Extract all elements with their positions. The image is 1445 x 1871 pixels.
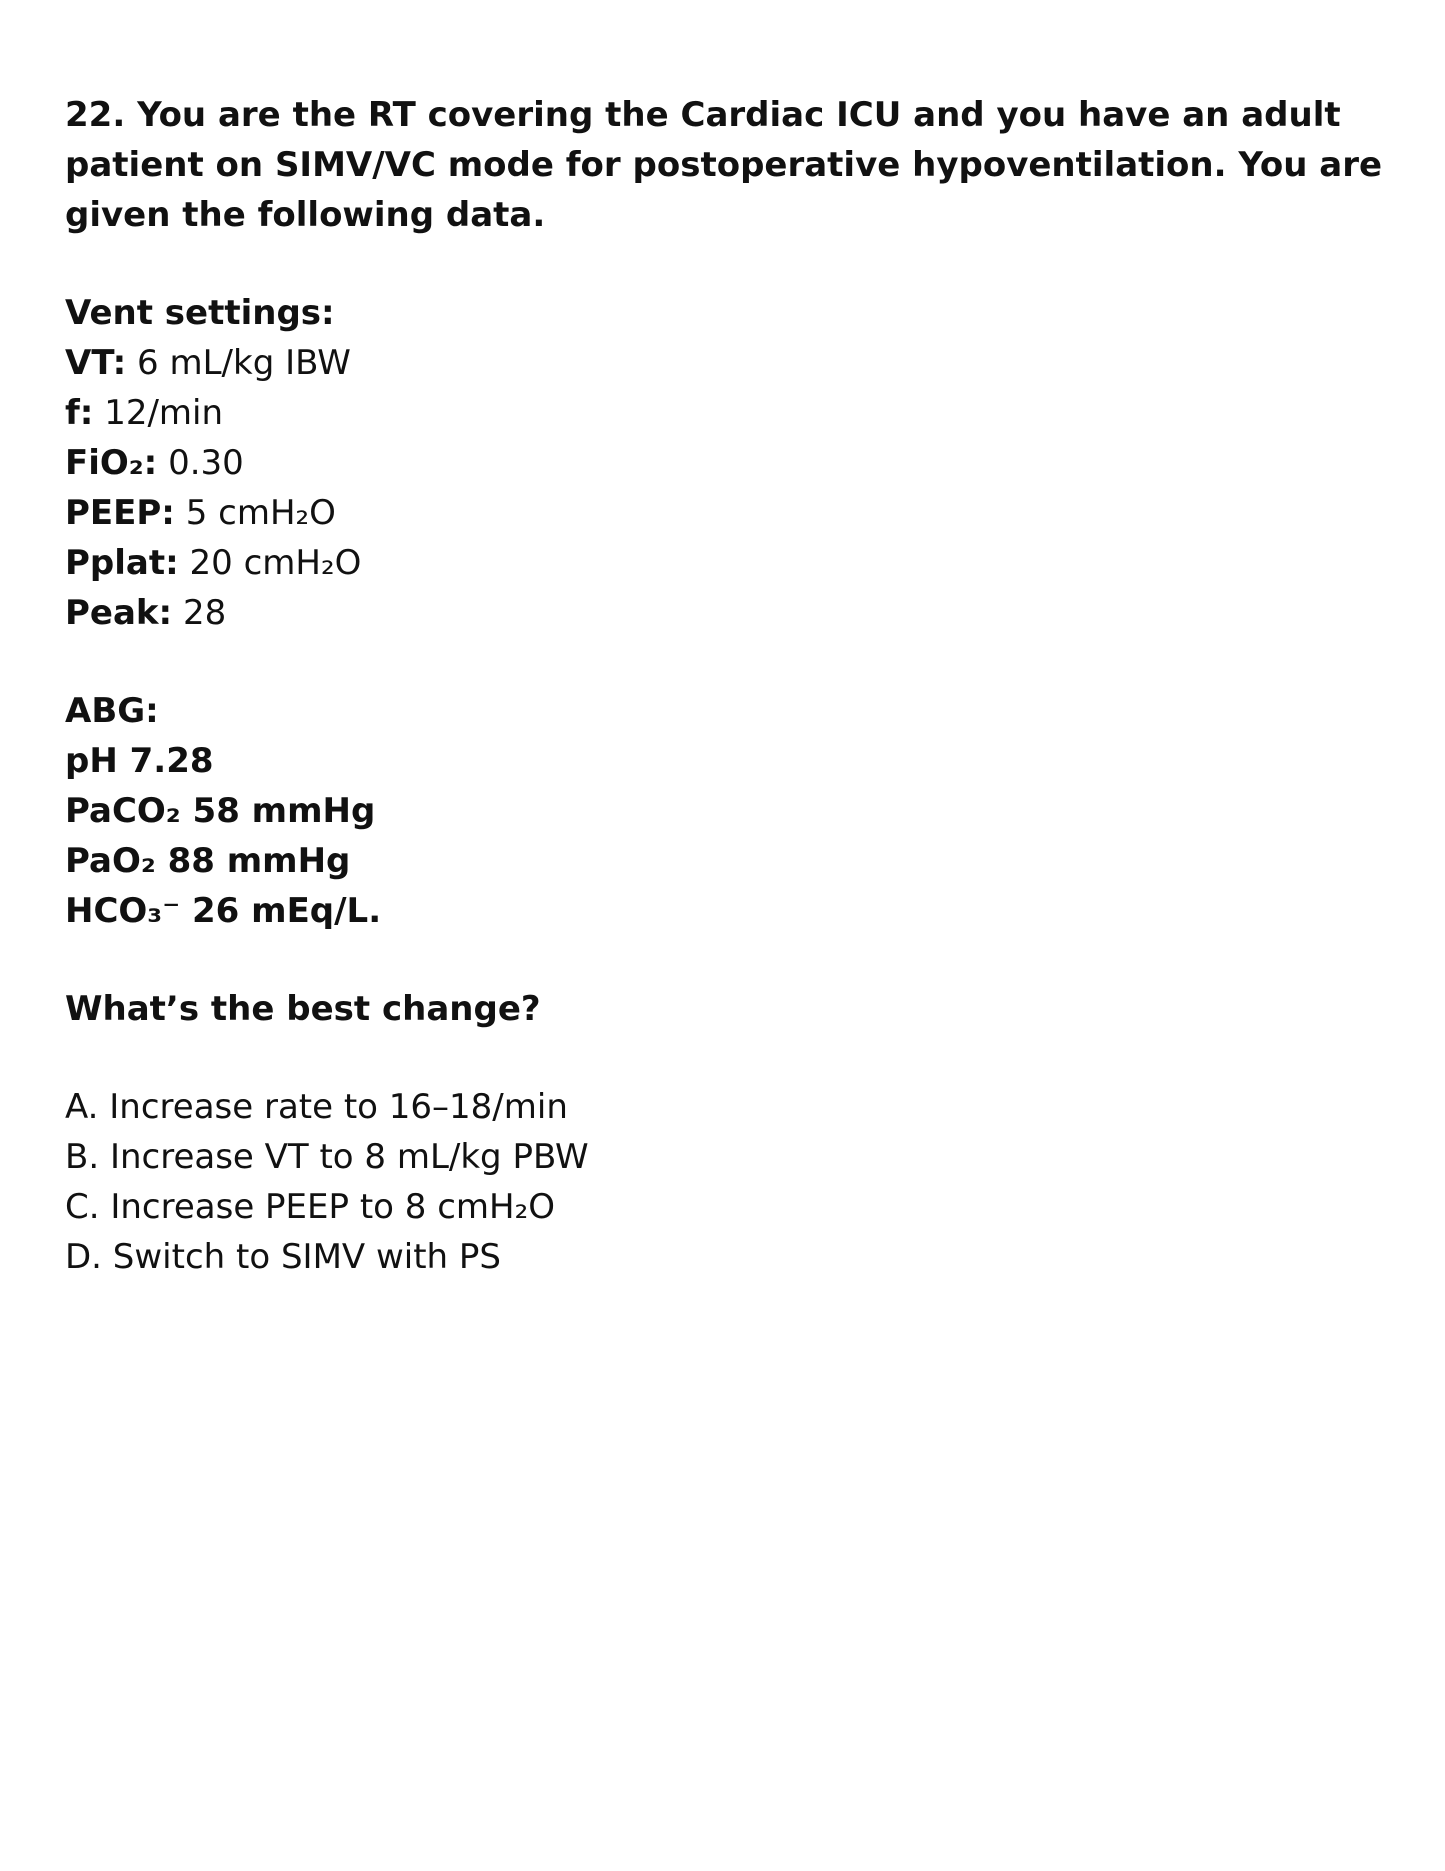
option-b: B. Increase VT to 8 mL/kg PBW <box>65 1137 589 1177</box>
vent-setting-vt <box>65 338 1395 388</box>
abg-hco3: HCO₃⁻ 26 mEq/L. <box>65 891 382 931</box>
abg-pao2: PaO₂ 88 mmHg <box>65 841 351 881</box>
vent-setting-value: 5 cmH₂O <box>174 493 336 533</box>
vent-setting-label: FiO₂: <box>65 443 158 483</box>
vent-setting-value: 28 <box>172 593 227 633</box>
vent-setting-label: f: <box>65 393 94 433</box>
vent-setting-peep <box>65 488 1395 538</box>
answer-options <box>65 1082 1395 1282</box>
question-page <box>65 90 1395 1282</box>
abg-ph: pH 7.28 <box>65 741 214 781</box>
vent-setting-value: 0.30 <box>157 443 244 483</box>
vent-settings-title: Vent settings: <box>65 293 335 333</box>
vent-setting-value: 20 cmH₂O <box>178 543 362 583</box>
vent-setting-label: Pplat: <box>65 543 179 583</box>
option-c: C. Increase PEEP to 8 cmH₂O <box>65 1187 555 1227</box>
vent-setting-fio2 <box>65 438 1395 488</box>
abg-section <box>65 686 1395 936</box>
question-stem: 22. You are the RT covering the Cardiac ICU and you have an adult patient on SIMV/VC mode for postoperative hypoventilation. You are given the following data. <box>65 95 1383 235</box>
abg-title: ABG: <box>65 691 159 731</box>
vent-settings-section <box>65 288 1395 638</box>
question-prompt: What’s the best change? <box>65 989 541 1029</box>
option-d: D. Switch to SIMV with PS <box>65 1237 501 1277</box>
option-a: A. Increase rate to 16–18/min <box>65 1087 568 1127</box>
abg-paco2: PaCO₂ 58 mmHg <box>65 791 376 831</box>
vent-setting-label: PEEP: <box>65 493 175 533</box>
vent-setting-label: Peak: <box>65 593 173 633</box>
vent-setting-value: 12/min <box>93 393 224 433</box>
vent-setting-pplat <box>65 538 1395 588</box>
vent-setting-peak <box>65 588 1395 638</box>
vent-setting-label: VT: <box>65 343 127 383</box>
vent-setting-value: 6 mL/kg IBW <box>126 343 351 383</box>
vent-setting-f <box>65 388 1395 438</box>
